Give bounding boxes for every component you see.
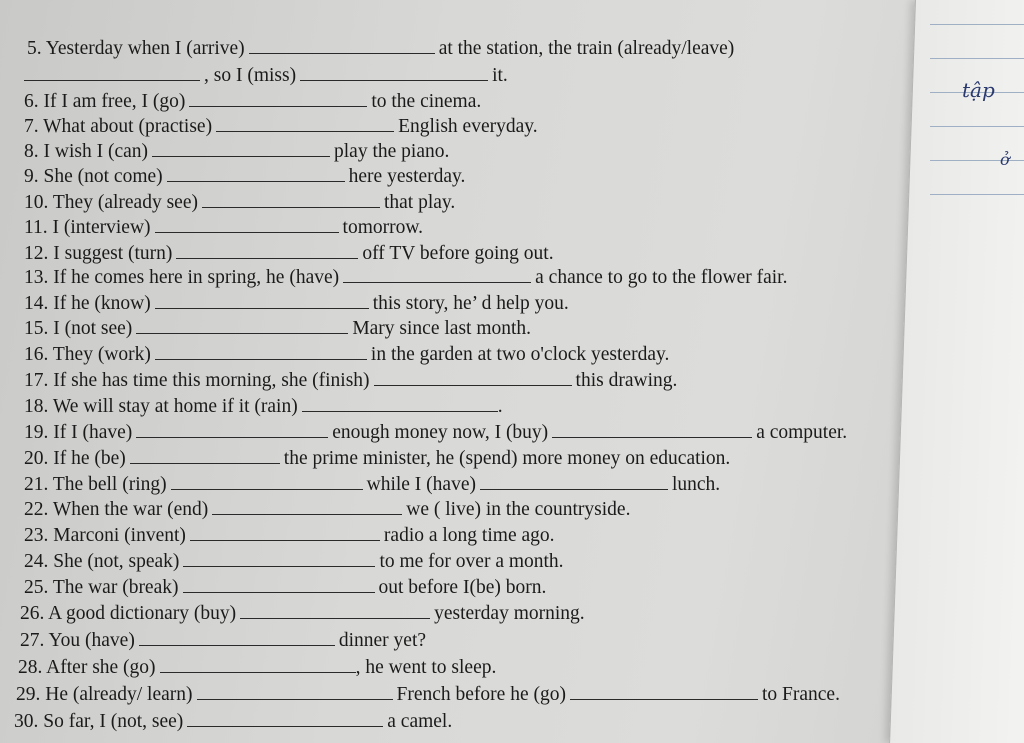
answer-blank[interactable] [171, 475, 363, 490]
question-21 [24, 474, 720, 496]
question-text: 18. We will stay at home if it (rain) [24, 396, 298, 417]
answer-blank[interactable] [480, 475, 668, 490]
question-text: 17. If she has time this morning, she (finish) [24, 370, 370, 391]
question-text: radio a long time ago. [383, 525, 555, 546]
answer-blank[interactable] [249, 39, 435, 54]
question-text: 8. I wish I (can) [24, 141, 148, 162]
question-text: a chance to go to the flower fair. [535, 267, 788, 288]
question-6 [24, 91, 481, 113]
question-text: to me for over a month. [379, 551, 564, 572]
question-text: 29. He (already/ learn) [16, 684, 193, 705]
question-5 [27, 38, 734, 60]
question-18 [24, 396, 503, 418]
ruled-line [930, 194, 1024, 195]
question-text: 6. If I am free, I (go) [24, 91, 186, 112]
question-text: this drawing. [575, 370, 678, 391]
ruled-line [930, 58, 1024, 59]
question-text: 15. I (not see) [24, 318, 133, 339]
question-20 [24, 448, 730, 470]
question-text: 20. If he (be) [24, 448, 126, 469]
question-text: , so I (miss) [204, 65, 297, 86]
answer-blank[interactable] [130, 449, 280, 464]
question-8 [24, 141, 449, 163]
question-text: tomorrow. [342, 217, 424, 238]
question-text: 16. They (work) [24, 344, 151, 365]
answer-blank[interactable] [167, 167, 345, 182]
question-text: 12. I suggest (turn) [24, 243, 173, 264]
question-28 [18, 657, 496, 679]
question-27 [20, 630, 426, 652]
question-26 [20, 603, 585, 625]
answer-blank[interactable] [343, 268, 531, 283]
question-text: 27. You (have) [20, 630, 135, 651]
answer-blank[interactable] [190, 526, 380, 541]
question-text: while I (have) [366, 474, 476, 495]
question-text: 30. So far, I (not, see) [14, 711, 184, 732]
question-text: a computer. [756, 422, 848, 443]
question-text: 19. If I (have) [24, 422, 133, 443]
question-29 [16, 684, 840, 706]
question-text: 23. Marconi (invent) [24, 525, 186, 546]
answer-blank[interactable] [552, 423, 752, 438]
question-19 [24, 422, 847, 444]
answer-blank[interactable] [300, 66, 488, 81]
question-text: French before he (go) [396, 684, 566, 705]
answer-blank[interactable] [160, 658, 356, 673]
question-text: to France. [761, 684, 840, 705]
answer-blank[interactable] [183, 578, 375, 593]
question-text: at the station, the train (already/leave) [438, 38, 735, 59]
answer-blank[interactable] [155, 294, 369, 309]
question-23 [24, 525, 555, 547]
question-22 [24, 499, 630, 521]
question-text: 22. When the war (end) [24, 499, 209, 520]
answer-blank[interactable] [155, 345, 367, 360]
answer-blank[interactable] [136, 423, 328, 438]
question-text: we ( live) in the countryside. [406, 499, 631, 520]
handwritten-note: tập [962, 78, 995, 102]
question-13 [24, 267, 787, 289]
question-text: the prime minister, he (spend) more money on education. [283, 448, 731, 469]
answer-blank[interactable] [570, 685, 758, 700]
answer-blank[interactable] [24, 66, 200, 81]
handwritten-note: ở [1000, 150, 1010, 169]
ruled-line [930, 126, 1024, 127]
question-text: 9. She (not come) [24, 166, 163, 187]
question-text: to the cinema. [371, 91, 482, 112]
question-text: play the piano. [334, 141, 450, 162]
question-5-continued [24, 65, 508, 87]
question-16 [24, 344, 669, 366]
question-text: 7. What about (practise) [24, 116, 213, 137]
question-text: 5. Yesterday when I (arrive) [27, 38, 245, 59]
adjacent-notebook-page [889, 0, 1024, 743]
question-text: out before I(be) born. [378, 577, 547, 598]
question-text: 25. The war (break) [24, 577, 179, 598]
question-text: that play. [383, 192, 456, 213]
question-text: 24. She (not, speak) [24, 551, 180, 572]
question-14 [24, 293, 569, 315]
ruled-line [930, 24, 1024, 25]
question-25 [24, 577, 546, 599]
question-text: this story, he’ d help you. [372, 293, 569, 314]
question-text: off TV before going out. [362, 243, 554, 264]
answer-blank[interactable] [183, 552, 375, 567]
answer-blank[interactable] [302, 397, 498, 412]
answer-blank[interactable] [176, 244, 358, 259]
question-7 [24, 116, 538, 138]
question-10 [24, 192, 455, 214]
question-text: 13. If he comes here in spring, he (have) [24, 267, 340, 288]
question-24 [24, 551, 564, 573]
question-text: a camel. [387, 711, 453, 732]
question-text: dinner yet? [338, 630, 427, 651]
question-text: 21. The bell (ring) [24, 474, 167, 495]
question-text: lunch. [671, 474, 721, 495]
question-11 [24, 217, 423, 239]
question-text: 14. If he (know) [24, 293, 151, 314]
question-17 [24, 370, 677, 392]
answer-blank[interactable] [189, 92, 367, 107]
answer-blank[interactable] [212, 500, 402, 515]
question-12 [24, 243, 554, 265]
question-15 [24, 318, 531, 340]
question-30 [14, 711, 452, 733]
question-text: 26. A good dictionary (buy) [20, 603, 237, 624]
question-text: Mary since last month. [352, 318, 532, 339]
answer-blank[interactable] [139, 631, 335, 646]
answer-blank[interactable] [152, 142, 330, 157]
question-text: 10. They (already see) [24, 192, 198, 213]
answer-blank[interactable] [187, 712, 383, 727]
question-text: here yesterday. [348, 166, 466, 187]
question-text: English everyday. [398, 116, 538, 137]
answer-blank[interactable] [240, 604, 430, 619]
question-text: enough money now, I (buy) [332, 422, 549, 443]
question-text: 28. After she (go) [18, 657, 156, 678]
question-text: . [497, 396, 503, 417]
question-text: it. [492, 65, 508, 86]
question-text: in the garden at two o'clock yesterday. [370, 344, 670, 365]
question-9 [24, 166, 465, 188]
question-text: yesterday morning. [434, 603, 585, 624]
answer-blank[interactable] [155, 218, 339, 233]
answer-blank[interactable] [216, 117, 394, 132]
answer-blank[interactable] [202, 193, 380, 208]
question-text: , he went to sleep. [355, 657, 497, 678]
answer-blank[interactable] [136, 319, 348, 334]
answer-blank[interactable] [374, 371, 572, 386]
answer-blank[interactable] [197, 685, 393, 700]
question-text: 11. I (interview) [24, 217, 151, 238]
